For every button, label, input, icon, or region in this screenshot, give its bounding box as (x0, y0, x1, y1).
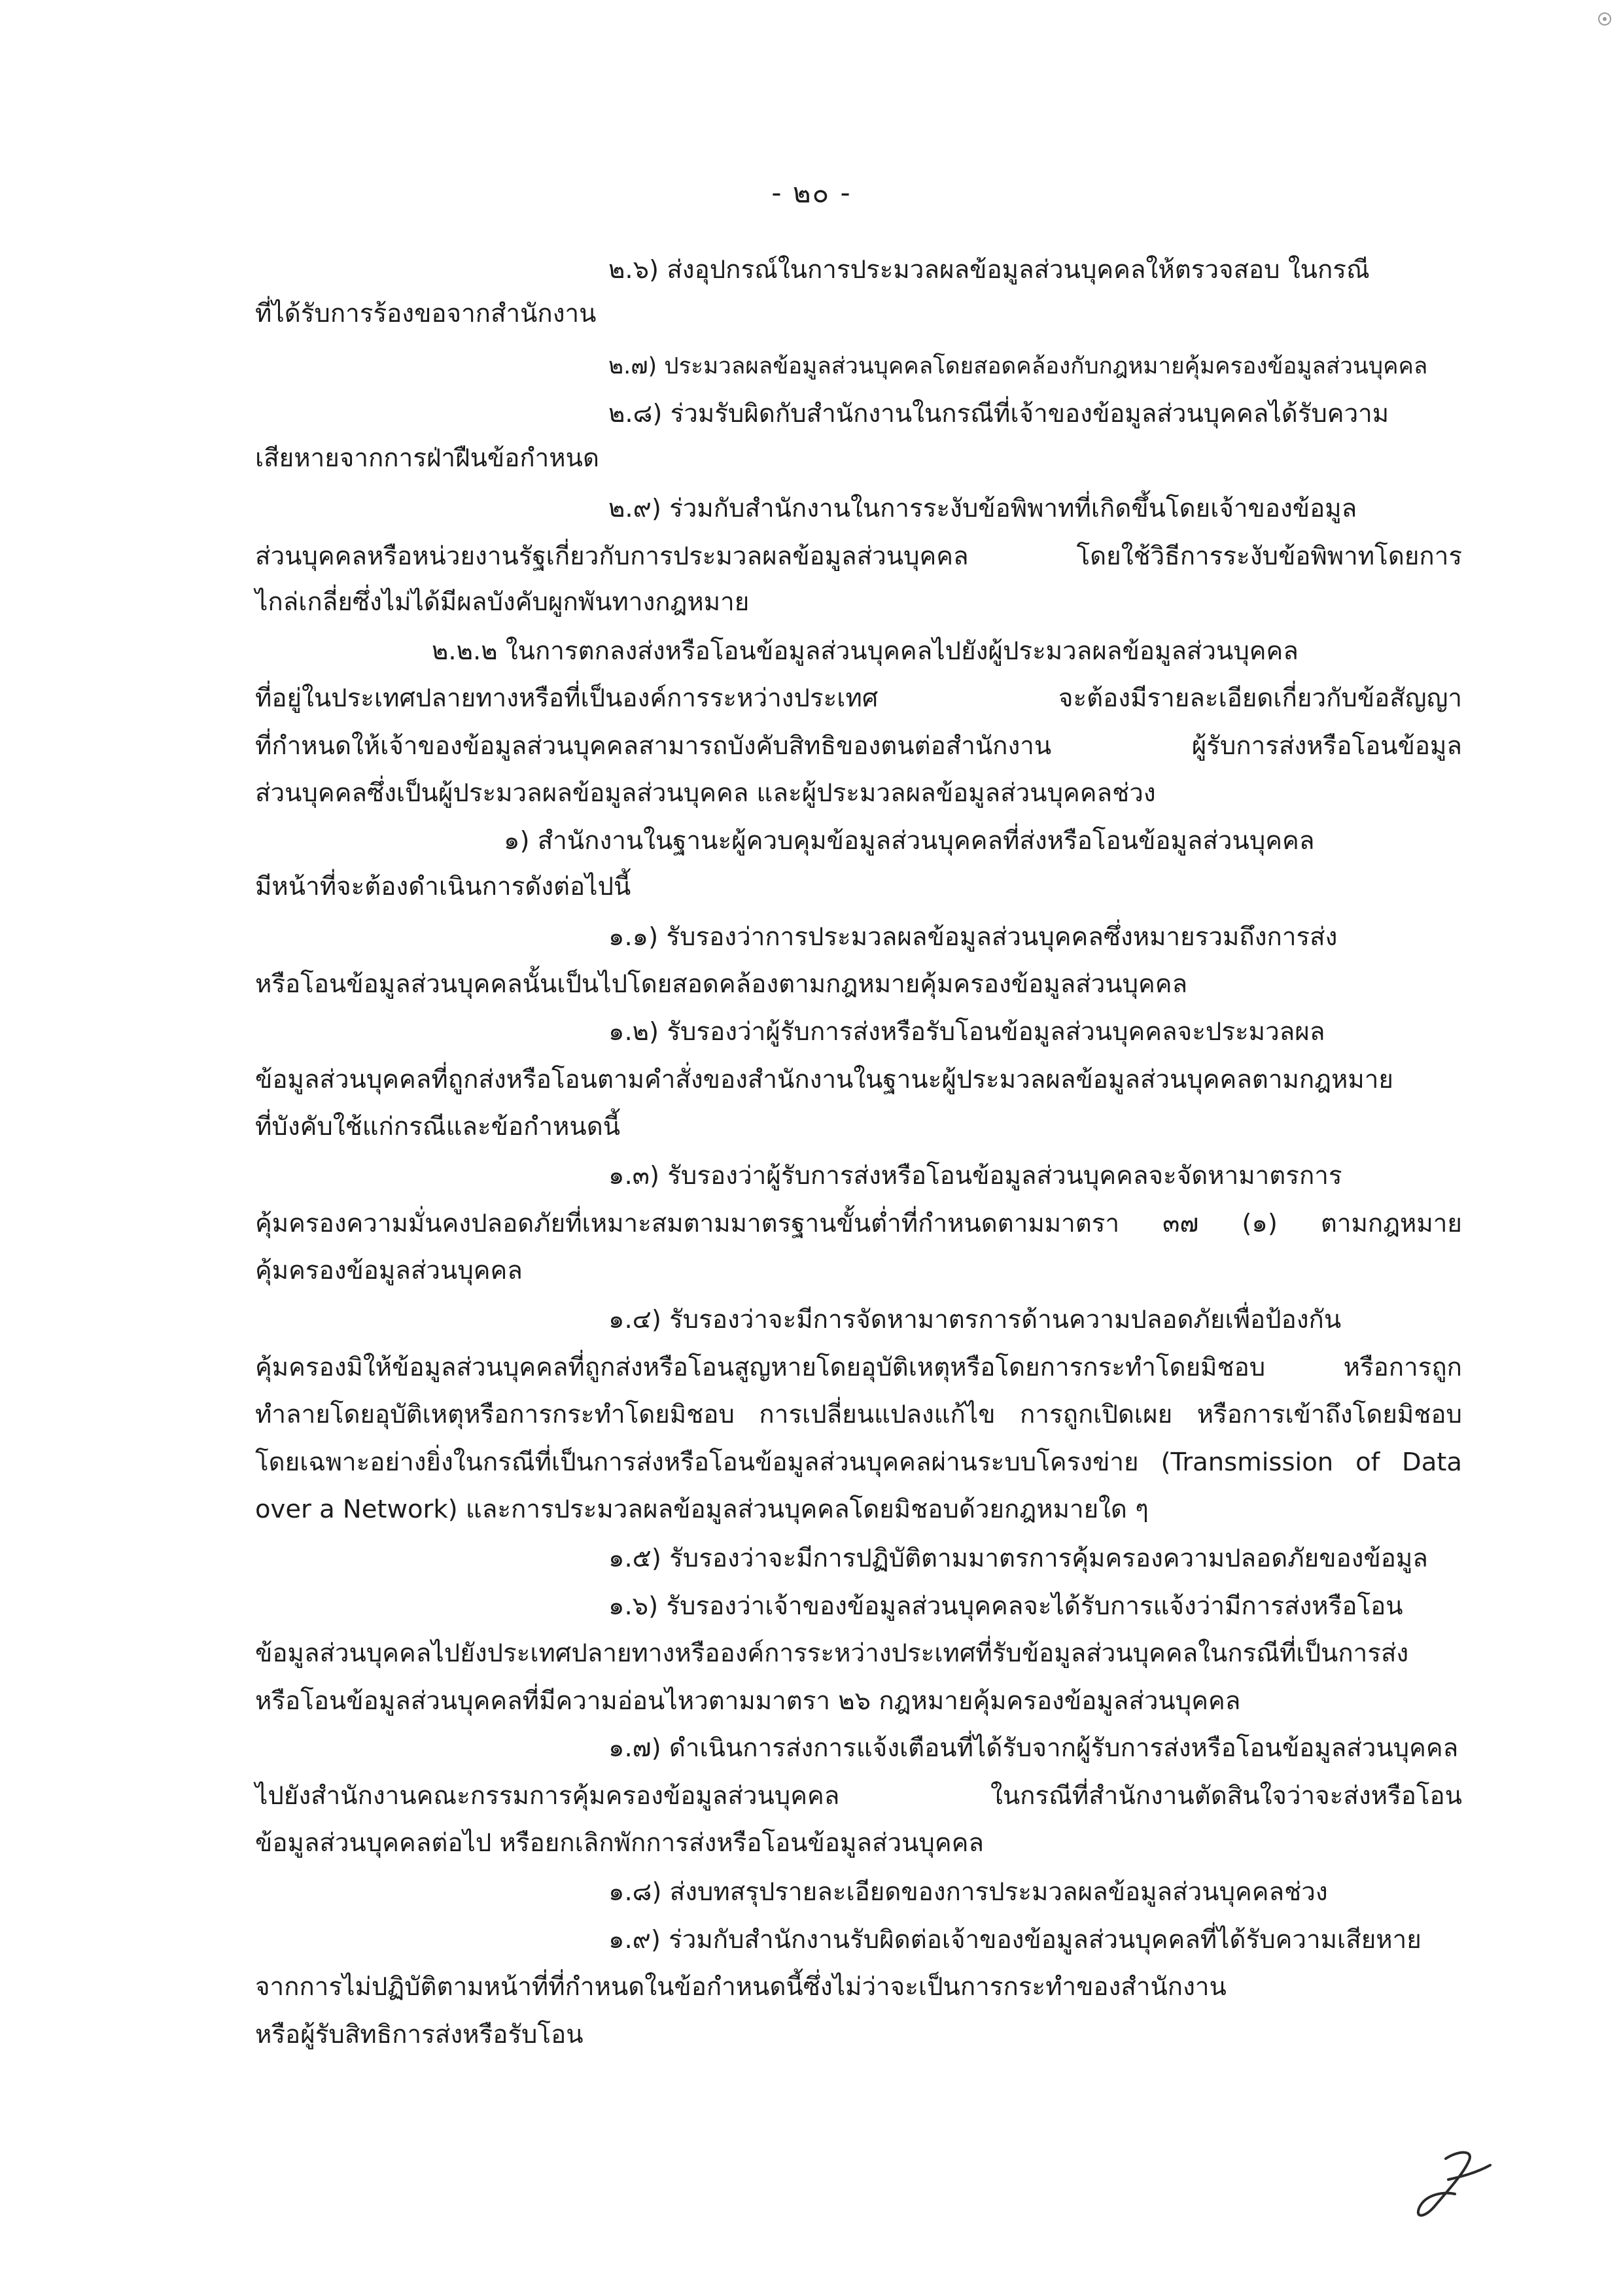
paragraph-line: ๑.๖) รับรองว่าเจ้าของข้อมูลส่วนบุคคลจะได้รับการแจ้งว่ามีการส่งหรือโอน (608, 1592, 1403, 1621)
paragraph-line: คุ้มครองความมั่นคงปลอดภัยที่เหมาะสมตามมาตรฐานขั้นต่ำที่กำหนดตามมาตรา ๓๗ (๑) ตามกฎหมาย (255, 1209, 1462, 1238)
paragraph-line: ๒.๒.๒ ในการตกลงส่งหรือโอนข้อมูลส่วนบุคคลไปยังผู้ประมวลผลข้อมูลส่วนบุคคล (432, 636, 1299, 666)
paragraph-line: ทำลายโดยอุบัติเหตุหรือการกระทำโดยมิชอบ การเปลี่ยนแปลงแก้ไข การถูกเปิดเผย หรือการเข้าถึงโดยมิชอบ (255, 1400, 1462, 1429)
paragraph-line: ส่วนบุคคลซึ่งเป็นผู้ประมวลผลข้อมูลส่วนบุคคล และผู้ประมวลผลข้อมูลส่วนบุคคลช่วง (255, 778, 1156, 808)
paragraph-line: คุ้มครองข้อมูลส่วนบุคคล (255, 1256, 523, 1285)
paragraph-line: ๑) สำนักงานในฐานะผู้ควบคุมข้อมูลส่วนบุคคลที่ส่งหรือโอนข้อมูลส่วนบุคคล (504, 826, 1315, 856)
paragraph-line: ๒.๗) ประมวลผลข้อมูลส่วนบุคคลโดยสอดคล้องกับกฎหมายคุ้มครองข้อมูลส่วนบุคคล (608, 353, 1428, 379)
paragraph-line: ส่วนบุคคลหรือหน่วยงานรัฐเกี่ยวกับการประมวลผลข้อมูลส่วนบุคคล โดยใช้วิธีการระงับข้อพิพาทโดยการ (255, 542, 1462, 571)
paragraph-line: จากการไม่ปฏิบัติตามหน้าที่ที่กำหนดในข้อกำหนดนี้ซึ่งไม่ว่าจะเป็นการกระทำของสำนักงาน (255, 1972, 1227, 2002)
paragraph-line: ๑.๙) ร่วมกับสำนักงานรับผิดต่อเจ้าของข้อมูลส่วนบุคคลที่ได้รับความเสียหาย (608, 1925, 1422, 1955)
paragraph-line: ที่กำหนดให้เจ้าของข้อมูลส่วนบุคคลสามารถบังคับสิทธิของตนต่อสำนักงาน ผู้รับการส่งหรือโอนข้อมูล (255, 731, 1462, 761)
paragraph-line: หรือโอนข้อมูลส่วนบุคคลนั้นเป็นไปโดยสอดคล้องตามกฎหมายคุ้มครองข้อมูลส่วนบุคคล (255, 969, 1188, 999)
paragraph-line: หรือผู้รับสิทธิการส่งหรือรับโอน (255, 2020, 584, 2049)
paragraph-line: ข้อมูลส่วนบุคคลไปยังประเทศปลายทางหรือองค์การระหว่างประเทศที่รับข้อมูลส่วนบุคคลในกรณีที่เป็นการส่ง (255, 1639, 1409, 1668)
paragraph-line: ข้อมูลส่วนบุคคลที่ถูกส่งหรือโอนตามคำสั่งของสำนักงานในฐานะผู้ประมวลผลข้อมูลส่วนบุคคลตามกฎหมาย (255, 1065, 1393, 1094)
paragraph-line: ๑.๔) รับรองว่าจะมีการจัดหามาตรการด้านความปลอดภัยเพื่อป้องกัน (608, 1305, 1342, 1334)
paragraph-line: ๑.๒) รับรองว่าผู้รับการส่งหรือรับโอนข้อมูลส่วนบุคคลจะประมวลผล (608, 1017, 1325, 1047)
paragraph-line: เสียหายจากการฝ่าฝืนข้อกำหนด (255, 444, 599, 473)
paragraph-line: ๑.๓) รับรองว่าผู้รับการส่งหรือโอนข้อมูลส่วนบุคคลจะจัดหามาตรการ (608, 1161, 1342, 1191)
paragraph-line: โดยเฉพาะอย่างยิ่งในกรณีที่เป็นการส่งหรือโอนข้อมูลส่วนบุคคลผ่านระบบโครงข่าย (Transmission of Data (255, 1448, 1462, 1477)
paragraph-line: ๒.๖) ส่งอุปกรณ์ในการประมวลผลข้อมูลส่วนบุคคลให้ตรวจสอบ ในกรณี (608, 255, 1370, 285)
paragraph-line: หรือโอนข้อมูลส่วนบุคคลที่มีความอ่อนไหวตามมาตรา ๒๖ กฎหมายคุ้มครองข้อมูลส่วนบุคคล (255, 1686, 1241, 1716)
paragraph-line: ที่บังคับใช้แก่กรณีและข้อกำหนดนี้ (255, 1112, 621, 1141)
paragraph-line: ที่ได้รับการร้องขอจากสำนักงาน (255, 299, 597, 328)
page-number: - ๒๐ - (771, 177, 852, 209)
paragraph-line: ๒.๘) ร่วมรับผิดกับสำนักงานในกรณีที่เจ้าของข้อมูลส่วนบุคคลได้รับความ (608, 399, 1389, 428)
paragraph-line: ๑.๕) รับรองว่าจะมีการปฏิบัติตามมาตรการคุ้มครองความปลอดภัยของข้อมูล (608, 1544, 1428, 1573)
paragraph-line: ไปยังสำนักงานคณะกรรมการคุ้มครองข้อมูลส่วนบุคคล ในกรณีที่สำนักงานตัดสินใจว่าจะส่งหรือโอน (255, 1781, 1462, 1811)
scan-mark (1595, 9, 1614, 29)
paragraph-line: ที่อยู่ในประเทศปลายทางหรือที่เป็นองค์การระหว่างประเทศ จะต้องมีรายละเอียดเกี่ยวกับข้อสัญญา (255, 684, 1462, 713)
paragraph-line: ๑.๘) ส่งบทสรุปรายละเอียดของการประมวลผลข้อมูลส่วนบุคคลช่วง (608, 1877, 1328, 1907)
paragraph-line: ๒.๙) ร่วมกับสำนักงานในการระงับข้อพิพาทที่เกิดขึ้นโดยเจ้าของข้อมูล (608, 494, 1357, 523)
paragraph-line: ไกล่เกลี่ยซึ่งไม่ได้มีผลบังคับผูกพันทางกฎหมาย (255, 587, 750, 617)
paragraph-line: มีหน้าที่จะต้องดำเนินการดังต่อไปนี้ (255, 872, 631, 901)
signature-initial (1400, 2131, 1498, 2229)
paragraph-line: คุ้มครองมิให้ข้อมูลส่วนบุคคลที่ถูกส่งหรือโอนสูญหายโดยอุบัติเหตุหรือโดยการกระทำโดยมิชอบ หรือการถูก (255, 1353, 1462, 1382)
paragraph-line: over a Network) และการประมวลผลข้อมูลส่วนบุคคลโดยมิชอบด้วยกฎหมายใด ๆ (255, 1495, 1149, 1524)
paragraph-line: ๑.๑) รับรองว่าการประมวลผลข้อมูลส่วนบุคคลซึ่งหมายรวมถึงการส่ง (608, 922, 1338, 952)
paragraph-line: ข้อมูลส่วนบุคคลต่อไป หรือยกเลิกพักการส่งหรือโอนข้อมูลส่วนบุคคล (255, 1828, 984, 1858)
paragraph-line: ๑.๗) ดำเนินการส่งการแจ้งเตือนที่ได้รับจากผู้รับการส่งหรือโอนข้อมูลส่วนบุคคล (608, 1733, 1459, 1763)
